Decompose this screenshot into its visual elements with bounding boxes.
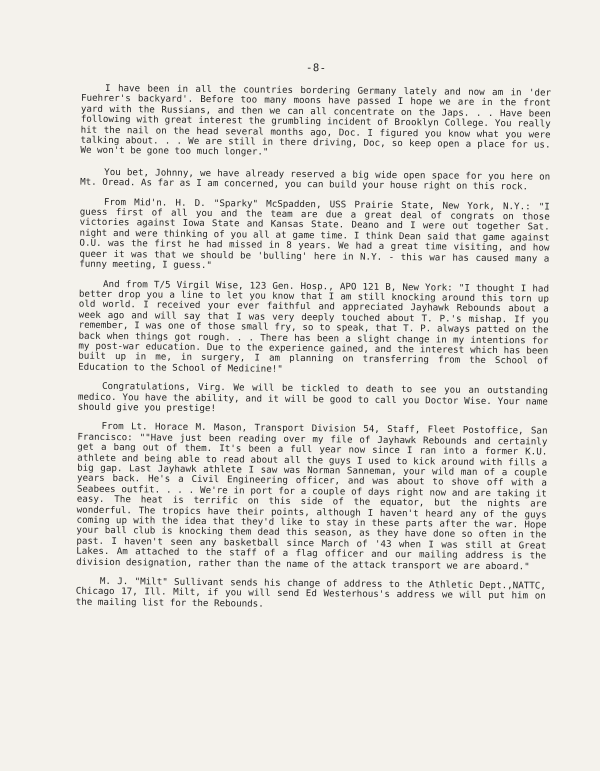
page-number: -8- [306, 62, 327, 75]
paragraph-mcspadden-letter: From Mid'n. H. D. "Sparky" McSpadden, USS Prairie State, New York, N.Y.: "I guess first of all you and the team are due a great deal of congrats on those victories against Iowa State and Kansas State. Deano and I were out together Sat. night and were thinking of you all at game time. I think Dean said that game against O.U. was the first he had missed in 8 years. We had a great time visiting, and how queer it was that we should be 'bulling' here in N.Y. - this war has caused many a funny meeting, I guess." [79, 196, 550, 272]
paragraph-reply-johnny: You bet, Johnny, we have already reserved a big wide open space for you here on Mt. Oread. As far as I am concerned, you can build your house right on this rock. [80, 166, 551, 193]
paragraph-horace-mason-letter: From Lt. Horace M. Mason, Transport Division 54, Staff, Fleet Postoffice, San Francisco: ""Have just been reading over my file of Jayhawk Rebounds and certainly get a bang out of them. It's been a full year now since I ran into a former K.U. athlete and being able to read about all the guys I used to kick around with fills a big gap. Last Jayhawk athlete I saw was Norman Sanneman, your wild man of a couple years back. He's a Civil Engineering officer, and was about to shove off with a Seabees outfit. . . . We're in port for a couple of days right now and are taking it easy. The heat is terrific on this side of the equator, but the nights are wonderful. The tropics have their points, although I haven't heard any of the guys coming up with the idea that they'd like to stay in these parts after the war. Hope your ball club is knocking them dead this season, as they have done so often in the past. I haven't seen any basketball since March of '43 when I was still at Great Lakes. Am attached to the staff of a flag officer and our mailing address is the division designation, rather than the name of the attack transport we are aboard." [76, 421, 548, 573]
paragraph-milt-sullivant: M. J. "Milt" Sullivant sends his change of address to the Athletic Dept.,NATTC, Chicago 17, Ill. Milt, if you will send Ed Westerhous's address we will put him on the mailing list for the Rebounds. [75, 575, 546, 610]
paragraph-reply-virg: Congratulations, Virg. We will be tickled to death to see you an outstanding medico. You have the ability, and it will be good to call you Doctor Wise. Your name should give you prestige! [77, 381, 548, 415]
paragraph-virgil-wise-letter: And from T/5 Virgil Wise, 123 Gen. Hosp., APO 121 B, New York: "I thought I had better drop you a line to let you know that I am still knocking around this torn up old world. I received your ever faithful and appreciated Jayhawk Rebounds about a week ago and will say that I was very deeply touched about T. P.'s mishap. If you remember, I was one of those small fry, so to speak, that T. P. always patted on the back when things got rough. . . There has been a slight change in my intentions for my post-war education. Due to the experience gained, and the interest which has been built up in me, in surgery, I am planning on transferring from the School of Education to the School of Medicine!" [78, 278, 550, 375]
paragraph-fuehrer-backyard: I have been in all the countries bordering Germany lately and now am in 'der Fuehrer's backyard'. Before too many moons have passed I hope we are in the front yard with the Russians, and then we can all concentrate on the Japs. . . Have been following with great interest the grumbling incident of Brooklyn College. You really hit the nail on the head several months ago, Doc. I figured you know what you were talking about. . . We are still in there driving, Doc, so keep open a place for us. We won't be gone too much longer." [80, 82, 552, 159]
